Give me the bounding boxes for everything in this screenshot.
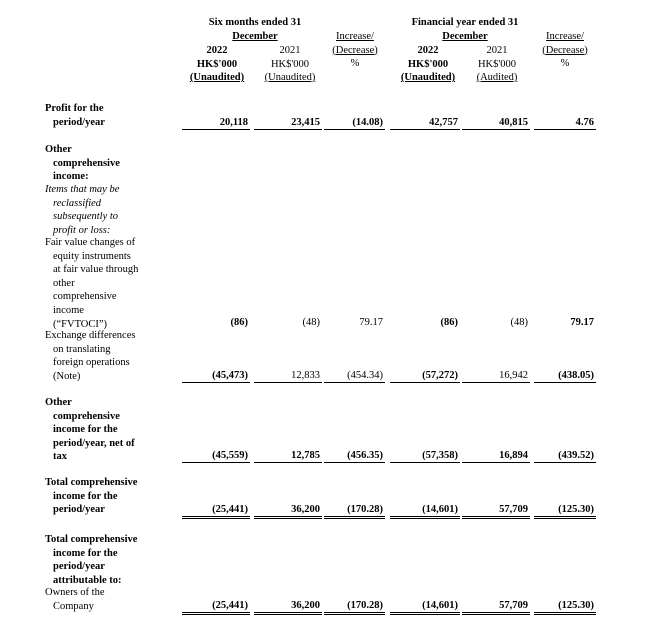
value-fvtoci-col5: (48) [510, 317, 528, 328]
value-tci-attr-col3: (170.28) [347, 600, 383, 611]
total-rule [534, 614, 596, 615]
total-rule [390, 612, 460, 613]
label-line: Other [45, 397, 72, 408]
value-oci-net-col4: (57,358) [422, 450, 458, 461]
label-line: profit or loss: [53, 224, 111, 236]
total-rule [182, 382, 250, 383]
total-rule [324, 516, 385, 517]
value-tci-col1: (25,441) [212, 504, 248, 515]
total-rule [324, 129, 385, 130]
label-line: period/year [53, 504, 105, 516]
value-fvtoci-col2: (48) [302, 317, 320, 328]
total-rule [534, 462, 596, 463]
total-rule [182, 462, 250, 463]
total-rule [182, 614, 250, 615]
label-line: reclassified [53, 197, 102, 209]
status-label: (Unaudited) [264, 72, 316, 83]
percent-label: % [350, 58, 360, 69]
row-label-oci-heading [45, 143, 155, 184]
row-label-tci [45, 476, 155, 517]
status-label: (Unaudited) [189, 72, 245, 83]
row-label-tci-attributable [45, 533, 155, 587]
change-label-line2: (Decrease) [542, 44, 588, 56]
total-rule [462, 516, 530, 517]
value-exchange-col1: (45,473) [212, 370, 248, 381]
total-rule [390, 129, 460, 130]
value-profit-col3: (14.08) [352, 117, 383, 128]
label-line: Fair value changes of [45, 237, 136, 248]
total-rule [254, 516, 322, 517]
value-exchange-col6: (438.05) [558, 370, 594, 381]
label-line: at fair value through [53, 264, 139, 276]
financial-year-2022-col-header [393, 44, 463, 85]
year-label: 2021 [486, 45, 508, 56]
label-line: Items that may be [45, 184, 120, 195]
value-exchange-col2: 12,833 [291, 370, 320, 381]
total-rule [182, 612, 250, 613]
label-line: foreign operations [53, 357, 130, 369]
label-line: income for the [53, 547, 118, 559]
value-exchange-col5: 16,942 [499, 370, 528, 381]
label-line: period/year, net of [53, 437, 135, 449]
total-rule [534, 516, 596, 517]
total-rule [534, 129, 596, 130]
value-oci-net-col2: 12,785 [291, 450, 320, 461]
total-rule [462, 129, 530, 130]
label-line: income: [53, 171, 89, 183]
financial-year-2021-col-header [465, 44, 529, 85]
value-oci-net-col1: (45,559) [212, 450, 248, 461]
six-months-title-line2: December [232, 30, 278, 42]
label-line: Other [45, 144, 72, 155]
label-line: (“FVTOCI”) [53, 318, 108, 330]
year-label: 2022 [417, 45, 439, 56]
year-label: 2022 [206, 45, 228, 56]
value-tci-col2: 36,200 [291, 504, 320, 515]
total-rule [324, 382, 385, 383]
label-line: income [53, 304, 84, 316]
financial-year-title-line2: December [442, 30, 488, 42]
label-line: equity instruments [53, 250, 131, 262]
change-label-line1: Increase/ [336, 31, 374, 42]
value-fvtoci-col3: 79.17 [359, 317, 383, 328]
row-label-profit [45, 102, 155, 129]
label-line: income for the [53, 490, 118, 502]
label-line: tax [53, 451, 67, 463]
value-oci-net-col3: (456.35) [347, 450, 383, 461]
value-profit-col1: 20,118 [219, 117, 248, 128]
value-oci-net-col5: 16,894 [499, 450, 528, 461]
label-line: Owners of the [45, 587, 105, 598]
change-label-line1: Increase/ [546, 31, 584, 42]
row-label-oci-net [45, 396, 155, 464]
value-profit-col4: 42,757 [429, 117, 458, 128]
percent-label: % [560, 58, 570, 69]
year-label: 2021 [279, 45, 301, 56]
label-line: on translating [53, 343, 111, 355]
unit-label: HK$'000 [477, 58, 517, 70]
total-rule [254, 462, 322, 463]
total-rule [324, 518, 385, 519]
value-tci-attr-col4: (14,601) [422, 600, 458, 611]
total-rule [390, 462, 460, 463]
label-line: comprehensive [53, 291, 117, 303]
total-rule [534, 382, 596, 383]
value-tci-attr-col1: (25,441) [212, 600, 248, 611]
total-rule [390, 614, 460, 615]
total-rule [390, 518, 460, 519]
value-tci-attr-col6: (125.30) [558, 600, 594, 611]
total-rule [254, 614, 322, 615]
total-rule [462, 462, 530, 463]
total-rule [462, 518, 530, 519]
label-line: Company [53, 600, 94, 612]
status-label: (Unaudited) [400, 72, 456, 83]
label-line: income for the [53, 424, 118, 436]
row-label-items-heading [45, 183, 155, 237]
row-label-owners [45, 586, 155, 613]
total-rule [390, 382, 460, 383]
total-rule [254, 382, 322, 383]
value-profit-col5: 40,815 [499, 117, 528, 128]
label-line: comprehensive [53, 157, 120, 169]
value-fvtoci-col1: (86) [230, 317, 248, 328]
unit-label: HK$'000 [196, 58, 238, 70]
total-rule [534, 612, 596, 613]
financial-year-change-col-header [536, 30, 594, 71]
six-months-change-col-header [326, 30, 384, 71]
value-tci-col6: (125.30) [558, 504, 594, 515]
label-line: comprehensive [53, 410, 120, 422]
total-rule [182, 518, 250, 519]
financial-year-header [395, 16, 535, 43]
total-rule [390, 516, 460, 517]
row-label-exchange [45, 329, 155, 383]
row-label-fvtoci [45, 236, 155, 331]
value-tci-col3: (170.28) [347, 504, 383, 515]
value-tci-col5: 57,709 [499, 504, 528, 515]
label-line: Total comprehensive [45, 534, 138, 545]
value-profit-col6: 4.76 [575, 117, 594, 128]
unit-label: HK$'000 [407, 58, 449, 70]
value-fvtoci-col6: 79.17 [570, 317, 594, 328]
total-rule [254, 612, 322, 613]
total-rule [324, 612, 385, 613]
label-line: Total comprehensive [45, 477, 138, 488]
total-rule [462, 614, 530, 615]
status-label: (Audited) [476, 72, 518, 83]
total-rule [254, 129, 322, 130]
total-rule [254, 518, 322, 519]
total-rule [462, 382, 530, 383]
value-profit-col2: 23,415 [291, 117, 320, 128]
six-months-header [185, 16, 325, 43]
value-oci-net-col6: (439.52) [558, 450, 594, 461]
six-months-2022-col-header [183, 44, 251, 85]
total-rule [324, 614, 385, 615]
label-line: period/year [53, 116, 105, 128]
total-rule [462, 612, 530, 613]
total-rule [182, 516, 250, 517]
label-line: period/year [53, 561, 105, 573]
total-rule [324, 462, 385, 463]
label-line: Exchange differences [45, 330, 136, 341]
unit-label: HK$'000 [270, 58, 310, 70]
label-line: attributable to: [53, 574, 122, 586]
total-rule [534, 518, 596, 519]
value-tci-attr-col2: 36,200 [291, 600, 320, 611]
change-label-line2: (Decrease) [332, 44, 378, 56]
six-months-2021-col-header [255, 44, 325, 85]
value-exchange-col4: (57,272) [422, 370, 458, 381]
six-months-title-line1: Six months ended 31 [208, 17, 302, 28]
label-line: subsequently to [53, 211, 119, 223]
value-tci-attr-col5: 57,709 [499, 600, 528, 611]
label-line: (Note) [53, 370, 81, 382]
value-fvtoci-col4: (86) [440, 317, 458, 328]
total-rule [182, 129, 250, 130]
value-exchange-col3: (454.34) [347, 370, 383, 381]
financial-year-title-line1: Financial year ended 31 [411, 17, 519, 28]
label-line: Profit for the [45, 103, 104, 114]
label-line: other [53, 277, 75, 289]
value-tci-col4: (14,601) [422, 504, 458, 515]
